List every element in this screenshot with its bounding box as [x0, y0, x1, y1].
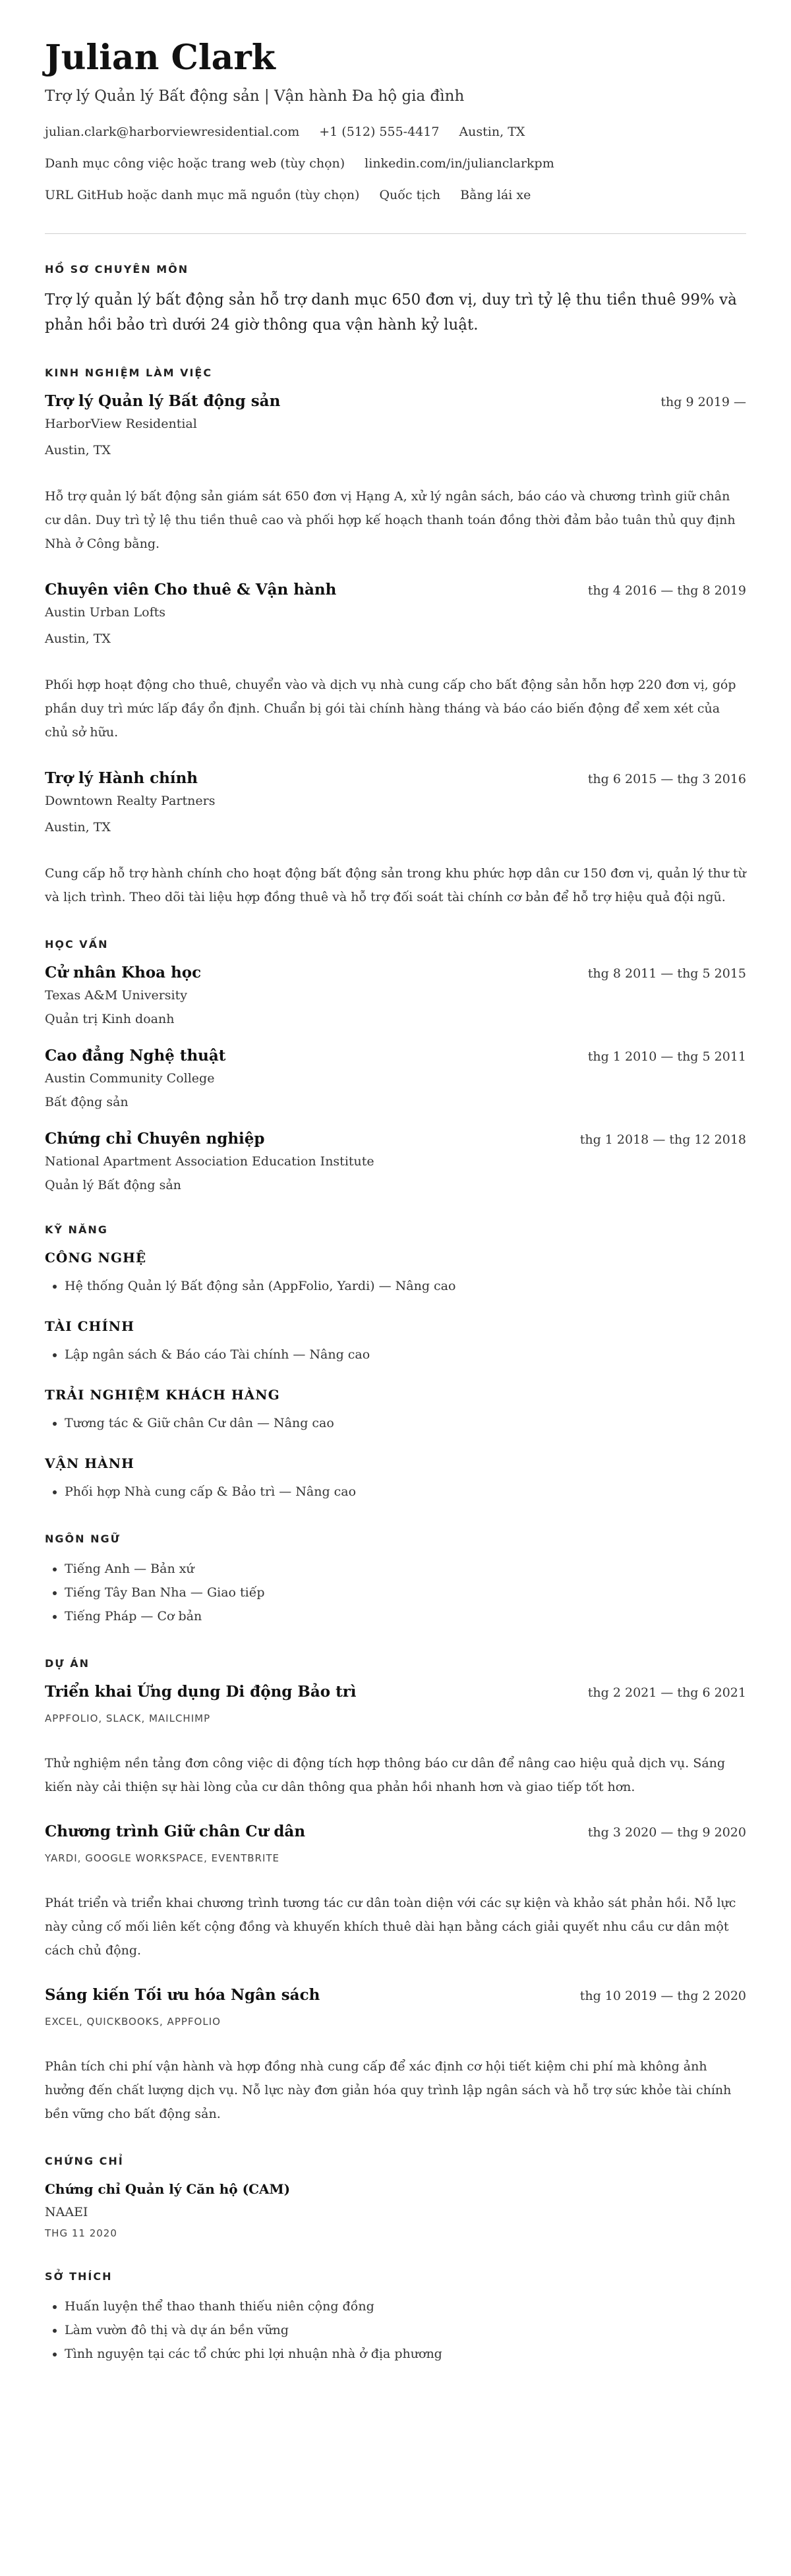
skill-item: • Tương tác & Giữ chân Cư dân — Nâng cao	[65, 1411, 746, 1435]
interest-item: • Huấn luyện thể thao thanh thiếu niên cộng đồng	[65, 2295, 746, 2318]
language-list	[45, 1557, 746, 1628]
education-date: thg 8 2011 — thg 5 2015	[587, 966, 746, 981]
education-title: HỌC VẤN	[45, 938, 109, 951]
project-date: thg 3 2020 — thg 9 2020	[587, 1825, 746, 1840]
languages-section	[45, 1533, 746, 1628]
resume-content	[45, 37, 746, 2366]
certification-date: THG 11 2020	[45, 2227, 117, 2239]
job-title: Trợ lý Quản lý Bất động sản	[45, 392, 281, 410]
field-of-study: Quản lý Bất động sản	[45, 1178, 181, 1192]
job-title: Trợ lý Hành chính	[45, 769, 198, 787]
skill-list	[45, 1411, 746, 1435]
project-item	[45, 1985, 746, 2126]
skill-list	[45, 1480, 746, 1504]
contact-row-1	[45, 123, 746, 141]
driving-license-text: Bằng lái xe	[460, 188, 531, 202]
project-item	[45, 1682, 746, 1799]
degree-name: Cử nhân Khoa học	[45, 964, 202, 981]
project-date: thg 2 2021 — thg 6 2021	[587, 1685, 746, 1700]
linkedin-link[interactable]: linkedin.com/in/julianclarkpm	[365, 156, 554, 171]
school-name: National Apartment Association Education Institute	[45, 1154, 374, 1169]
job-location: Austin, TX	[45, 443, 111, 457]
nationality-text: Quốc tịch	[379, 188, 441, 202]
location-text: Austin, TX	[459, 125, 525, 139]
project-item	[45, 1821, 746, 1962]
github-link[interactable]: URL GitHub hoặc danh mục mã nguồn (tùy chọn)	[45, 188, 360, 202]
field-of-study: Quản trị Kinh doanh	[45, 1012, 175, 1026]
project-description: Thử nghiệm nền tảng đơn công việc di động tích hợp thông báo cư dân để nâng cao hiệu quả dịch vụ. Sáng kiến này cải thiện sự hài lòng của cư dân thông qua phản hồi nhanh hơn và giao tiếp tốt hơn.	[45, 1756, 726, 1794]
project-tech: YARDI, GOOGLE WORKSPACE, EVENTBRITE	[45, 1852, 280, 1864]
header-divider	[45, 233, 746, 234]
project-tech: APPFOLIO, SLACK, MAILCHIMP	[45, 1712, 211, 1724]
degree-name: Cao đẳng Nghệ thuật	[45, 1047, 226, 1065]
summary-section	[45, 263, 746, 337]
education-section	[45, 938, 746, 1194]
skill-item: • Lập ngân sách & Báo cáo Tài chính — Nâng cao	[65, 1343, 746, 1366]
contact-row-2	[45, 154, 746, 173]
email-link[interactable]: julian.clark@harborviewresidential.com	[45, 125, 300, 139]
certification-item	[45, 2179, 746, 2241]
skill-list	[45, 1343, 746, 1366]
certification-name: Chứng chỉ Quản lý Căn hộ (CAM)	[45, 2181, 291, 2197]
interest-item: • Tình nguyện tại các tổ chức phi lợi nhuận nhà ở địa phương	[65, 2342, 746, 2366]
project-name: Sáng kiến Tối ưu hóa Ngân sách	[45, 1986, 320, 2004]
candidate-name: Julian Clark	[45, 38, 276, 78]
job-location: Austin, TX	[45, 820, 111, 834]
language-item: • Tiếng Anh — Bản xứ	[65, 1557, 746, 1581]
skills-section	[45, 1223, 746, 1504]
project-name: Triển khai Ứng dụng Di động Bảo trì	[45, 1683, 357, 1701]
interest-item: • Làm vườn đô thị và dự án bền vững	[65, 2318, 746, 2342]
language-item: • Tiếng Pháp — Cơ bản	[65, 1604, 746, 1628]
job-description: Cung cấp hỗ trợ hành chính cho hoạt động bất động sản trong khu phức hợp dân cư 150 đơn vị, quản lý thư từ và lịch trình. Theo dõi tài liệu hợp đồng thuê và hỗ trợ đối soát tài chính cơ bản để hỗ trợ hiệu quả đội ngũ.	[45, 866, 746, 904]
job-location: Austin, TX	[45, 631, 111, 646]
certification-issuer: NAAEI	[45, 2205, 88, 2219]
resume-header	[45, 37, 746, 204]
summary-text: Trợ lý quản lý bất động sản hỗ trợ danh mục 650 đơn vị, duy trì tỷ lệ thu tiền thuê 99% và phản hồi bảo trì dưới 24 giờ thông qua vận hành kỷ luật.	[45, 291, 737, 334]
degree-name: Chứng chỉ Chuyên nghiệp	[45, 1130, 265, 1148]
skill-category-title: TRẢI NGHIỆM KHÁCH HÀNG	[45, 1387, 280, 1403]
interest-list	[45, 2295, 746, 2366]
languages-title: NGÔN NGỮ	[45, 1533, 121, 1545]
project-date: thg 10 2019 — thg 2 2020	[579, 1989, 746, 2003]
experience-item	[45, 579, 746, 744]
certifications-title: CHỨNG CHỈ	[45, 2155, 124, 2167]
skill-item: • Phối hợp Nhà cung cấp & Bảo trì — Nâng cao	[65, 1480, 746, 1504]
school-name: Texas A&M University	[45, 988, 187, 1003]
education-item	[45, 1045, 746, 1111]
language-item: • Tiếng Tây Ban Nha — Giao tiếp	[65, 1581, 746, 1604]
company-name: Downtown Realty Partners	[45, 794, 216, 808]
school-name: Austin Community College	[45, 1071, 215, 1086]
job-description: Phối hợp hoạt động cho thuê, chuyển vào và dịch vụ nhà cung cấp cho bất động sản hỗn hợp 220 đơn vị, góp phần duy trì mức lấp đầy ổn định. Chuẩn bị gói tài chính hàng tháng và báo cáo biến động để xem xét của chủ sở hữu.	[45, 678, 736, 740]
skills-title: KỸ NĂNG	[45, 1223, 108, 1236]
phone-link[interactable]: +1 (512) 555-4417	[319, 125, 440, 139]
education-item	[45, 1128, 746, 1194]
skill-item: • Hệ thống Quản lý Bất động sản (AppFolio, Yardi) — Nâng cao	[65, 1274, 746, 1298]
experience-title: KINH NGHIỆM LÀM VIỆC	[45, 366, 213, 379]
job-description: Hỗ trợ quản lý bất động sản giám sát 650 đơn vị Hạng A, xử lý ngân sách, báo cáo và chương trình giữ chân cư dân. Duy trì tỷ lệ thu tiền thuê cao và phối hợp kế hoạch thanh toán đồng thời đảm bảo tuân thủ quy định Nhà ở Công bằng.	[45, 489, 736, 551]
job-date: thg 6 2015 — thg 3 2016	[587, 772, 746, 786]
experience-section	[45, 366, 746, 909]
projects-section	[45, 1657, 746, 2126]
project-name: Chương trình Giữ chân Cư dân	[45, 1823, 306, 1840]
skill-category-title: CÔNG NGHỆ	[45, 1250, 147, 1266]
candidate-headline: Trợ lý Quản lý Bất động sản | Vận hành Đa hộ gia đình	[45, 88, 465, 105]
summary-title: HỒ SƠ CHUYÊN MÔN	[45, 263, 189, 276]
skill-category-title: VẬN HÀNH	[45, 1455, 134, 1471]
experience-item	[45, 768, 746, 909]
company-name: Austin Urban Lofts	[45, 605, 166, 620]
education-date: thg 1 2010 — thg 5 2011	[587, 1049, 746, 1064]
interests-title: SỞ THÍCH	[45, 2270, 113, 2283]
education-item	[45, 962, 746, 1028]
job-date: thg 9 2019 —	[660, 395, 746, 409]
skill-category-title: TÀI CHÍNH	[45, 1318, 134, 1334]
contact-row-3	[45, 186, 746, 204]
project-description: Phân tích chi phí vận hành và hợp đồng nhà cung cấp để xác định cơ hội tiết kiệm chi phí mà không ảnh hưởng đến chất lượng dịch vụ. Nỗ lực này đơn giản hóa quy trình lập ngân sách và hỗ trợ sức khỏe tài chính bền vững cho bất động sản.	[45, 2059, 732, 2121]
project-description: Phát triển và triển khai chương trình tương tác cư dân toàn diện với các sự kiện và khảo sát phản hồi. Nỗ lực này củng cố mối liên kết cộng đồng và khuyến khích thuê dài hạn bằng cách giải quyết nhu cầu cư dân một cách chủ động.	[45, 1896, 736, 1958]
job-date: thg 4 2016 — thg 8 2019	[587, 583, 746, 598]
interests-section	[45, 2270, 746, 2366]
portfolio-link[interactable]: Danh mục công việc hoặc trang web (tùy chọn)	[45, 156, 345, 171]
job-title: Chuyên viên Cho thuê & Vận hành	[45, 581, 337, 599]
certifications-section	[45, 2155, 746, 2241]
experience-item	[45, 391, 746, 556]
projects-title: DỰ ÁN	[45, 1657, 90, 1670]
skill-list	[45, 1274, 746, 1298]
education-date: thg 1 2018 — thg 12 2018	[579, 1132, 746, 1147]
company-name: HarborView Residential	[45, 417, 197, 431]
field-of-study: Bất động sản	[45, 1095, 129, 1109]
project-tech: EXCEL, QUICKBOOKS, APPFOLIO	[45, 2016, 221, 2028]
